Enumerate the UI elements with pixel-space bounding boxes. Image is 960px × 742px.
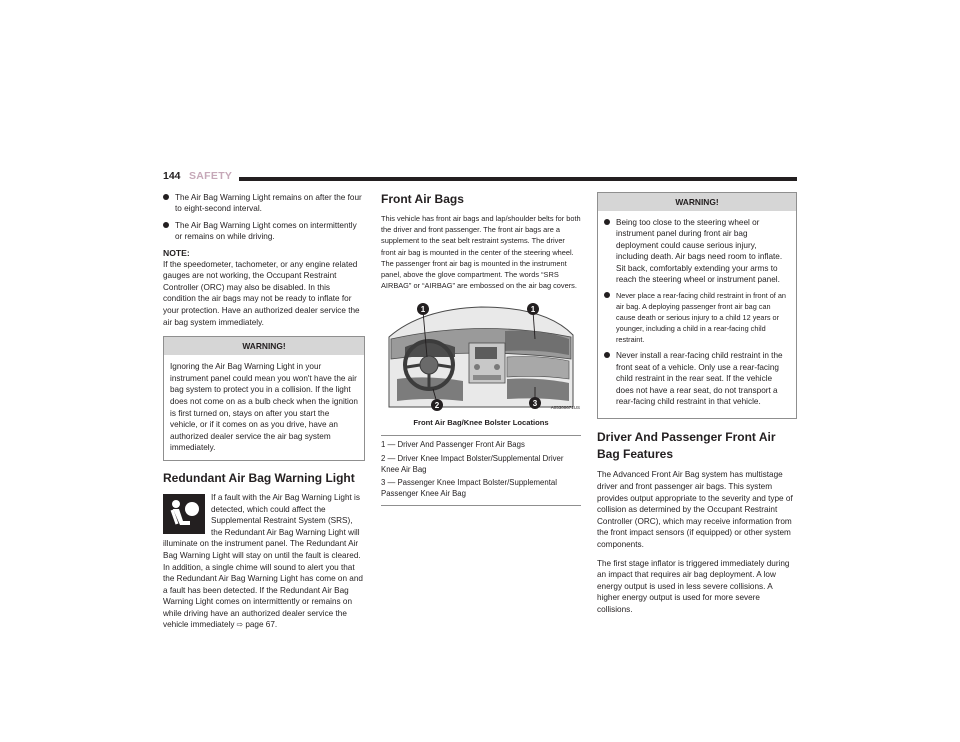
air-bag-warning-icon: [163, 494, 205, 534]
list-item: Being too close to the steering wheel or instrument panel during front air bag deployment could cause serious injury, including death. Air bags need room to inflate. Sit back, comfortably extending your arms to reach the steering wheel or instrument panel.: [604, 217, 790, 285]
air-bag-warning-icon-graphic: [163, 494, 205, 534]
section-heading: Driver And Passenger Front Air Bag Features: [597, 430, 776, 462]
list-item: The Air Bag Warning Light remains on after the four to eight-second interval.: [163, 192, 365, 215]
warning-text: Ignoring the Air Bag Warning Light in your instrument panel could mean you won't have the air bag system to protect you in a collision. If the light does not come on as a bulb check when the ignition is first turned on, stays on after you start the vehicle, or if it comes on as you drive, have an authorized dealer service the air bag system immediately.: [170, 362, 358, 453]
list-item: The Air Bag Warning Light comes on intermittently or remains on while driving.: [163, 220, 365, 243]
bullet-icon: [604, 219, 610, 225]
section-heading: Redundant Air Bag Warning Light: [163, 470, 355, 485]
callout-3-label: 3: [532, 399, 538, 409]
column-left: [163, 192, 365, 631]
dashboard-illustration: [381, 297, 581, 415]
warning-title: WARNING!: [598, 193, 796, 211]
header-rule: [239, 177, 797, 181]
front-air-bags-text: This vehicle has front air bags and lap/shoulder belts for both the driver and front passenger. The front air bags are a supplement to the seat belt restraint systems. The driver front air bag is mounted in the center of the steering wheel. The passenger front air bag is mounted in the instrument panel, above the glove compartment. The words “SRS AIRBAG” or “AIRBAG” are embossed on the air bag covers.: [381, 214, 581, 291]
list-item: Never install a rear-facing child restraint in the front seat of a vehicle. Only use a rear-facing child restraint in the rear seat. If the vehicle does not have a rear seat, do not transport a rear-facing child restraint in that vehicle.: [604, 350, 790, 407]
note-text: If the speedometer, tachometer, or any engine related gauges are not working, the Occupant Restraint Controller (ORC) may also be disabled. In this condition the air bags may not be ready to inflate for your protection. Have an authorized dealer service the air bag system immediately.: [163, 259, 360, 327]
legend-item: 3 — Passenger Knee Impact Bolster/Supplemental Passenger Knee Air Bag: [381, 478, 557, 498]
callout-1-right-label: 1: [530, 305, 536, 315]
bullet-icon: [163, 222, 169, 228]
warning-title: WARNING!: [164, 337, 364, 355]
list-item: Never place a rear-facing child restraint in front of an air bag. A deploying passenger front air bag can cause death or serious injury to a child 12 years or younger, including a child in a rear-facing child restraint.: [604, 290, 790, 345]
figure-code: A05300671US: [550, 405, 580, 411]
figure-legend: [381, 435, 581, 506]
figure-caption: Front Air Bag/Knee Bolster Locations: [413, 418, 549, 428]
column-middle: [381, 192, 581, 506]
page-header: [163, 170, 797, 186]
note-label: NOTE:: [163, 247, 190, 258]
column-right: [597, 192, 797, 616]
paragraph: The first stage inflator is triggered immediately during an impact that requires air bag deployment. A low energy output is used in less severe collisions. A higher energy output is used for more severe collisions.: [597, 558, 790, 614]
legend-item: 2 — Driver Knee Impact Bolster/Supplemental Driver Knee Air Bag: [381, 454, 564, 474]
bullet-icon: [604, 292, 610, 298]
callout-2-label: 2: [434, 401, 440, 411]
paragraph: The Advanced Front Air Bag system has multistage driver and front passenger air bags. This system provides output appropriate to the severity and type of collision as determined by the Occupant Restraint Controller (ORC), which may receive information from the front impact sensors (if equipped) or other system components.: [597, 470, 793, 550]
warning-box: [597, 192, 797, 419]
dashboard-figure: [381, 297, 581, 415]
bullet-icon: [604, 352, 610, 358]
page-ref-link[interactable]: page 67.: [245, 620, 278, 630]
redundant-light-text: If a fault with the Air Bag Warning Light is detected, which could affect the Supplemental Restraint System (SRS), the Redundant Air Bag Warning Light will illuminate on the instrument panel. The Redundant Air Bag Warning Light will stay on until the fault is cleared. In addition, a single chime will sound to alert you that the Redundant Air Bag Warning Light has come on and a fault has been detected. If the Redundant Air Bag Warning Light comes on intermittently or remains on while driving have an authorized dealer service the vehicle immediately ⇨ page 67.: [163, 492, 363, 630]
section-heading: Front Air Bags: [381, 192, 464, 206]
warning-box: [163, 336, 365, 461]
callout-1-left-label: 1: [420, 305, 426, 315]
page-number: 144: [163, 170, 181, 182]
section-title: SAFETY: [189, 170, 233, 182]
redundant-light-block: [163, 492, 365, 631]
page-ref-arrow-icon: ⇨: [236, 620, 244, 630]
legend-item: 1 — Driver And Passenger Front Air Bags: [381, 440, 525, 450]
bullet-icon: [163, 194, 169, 200]
